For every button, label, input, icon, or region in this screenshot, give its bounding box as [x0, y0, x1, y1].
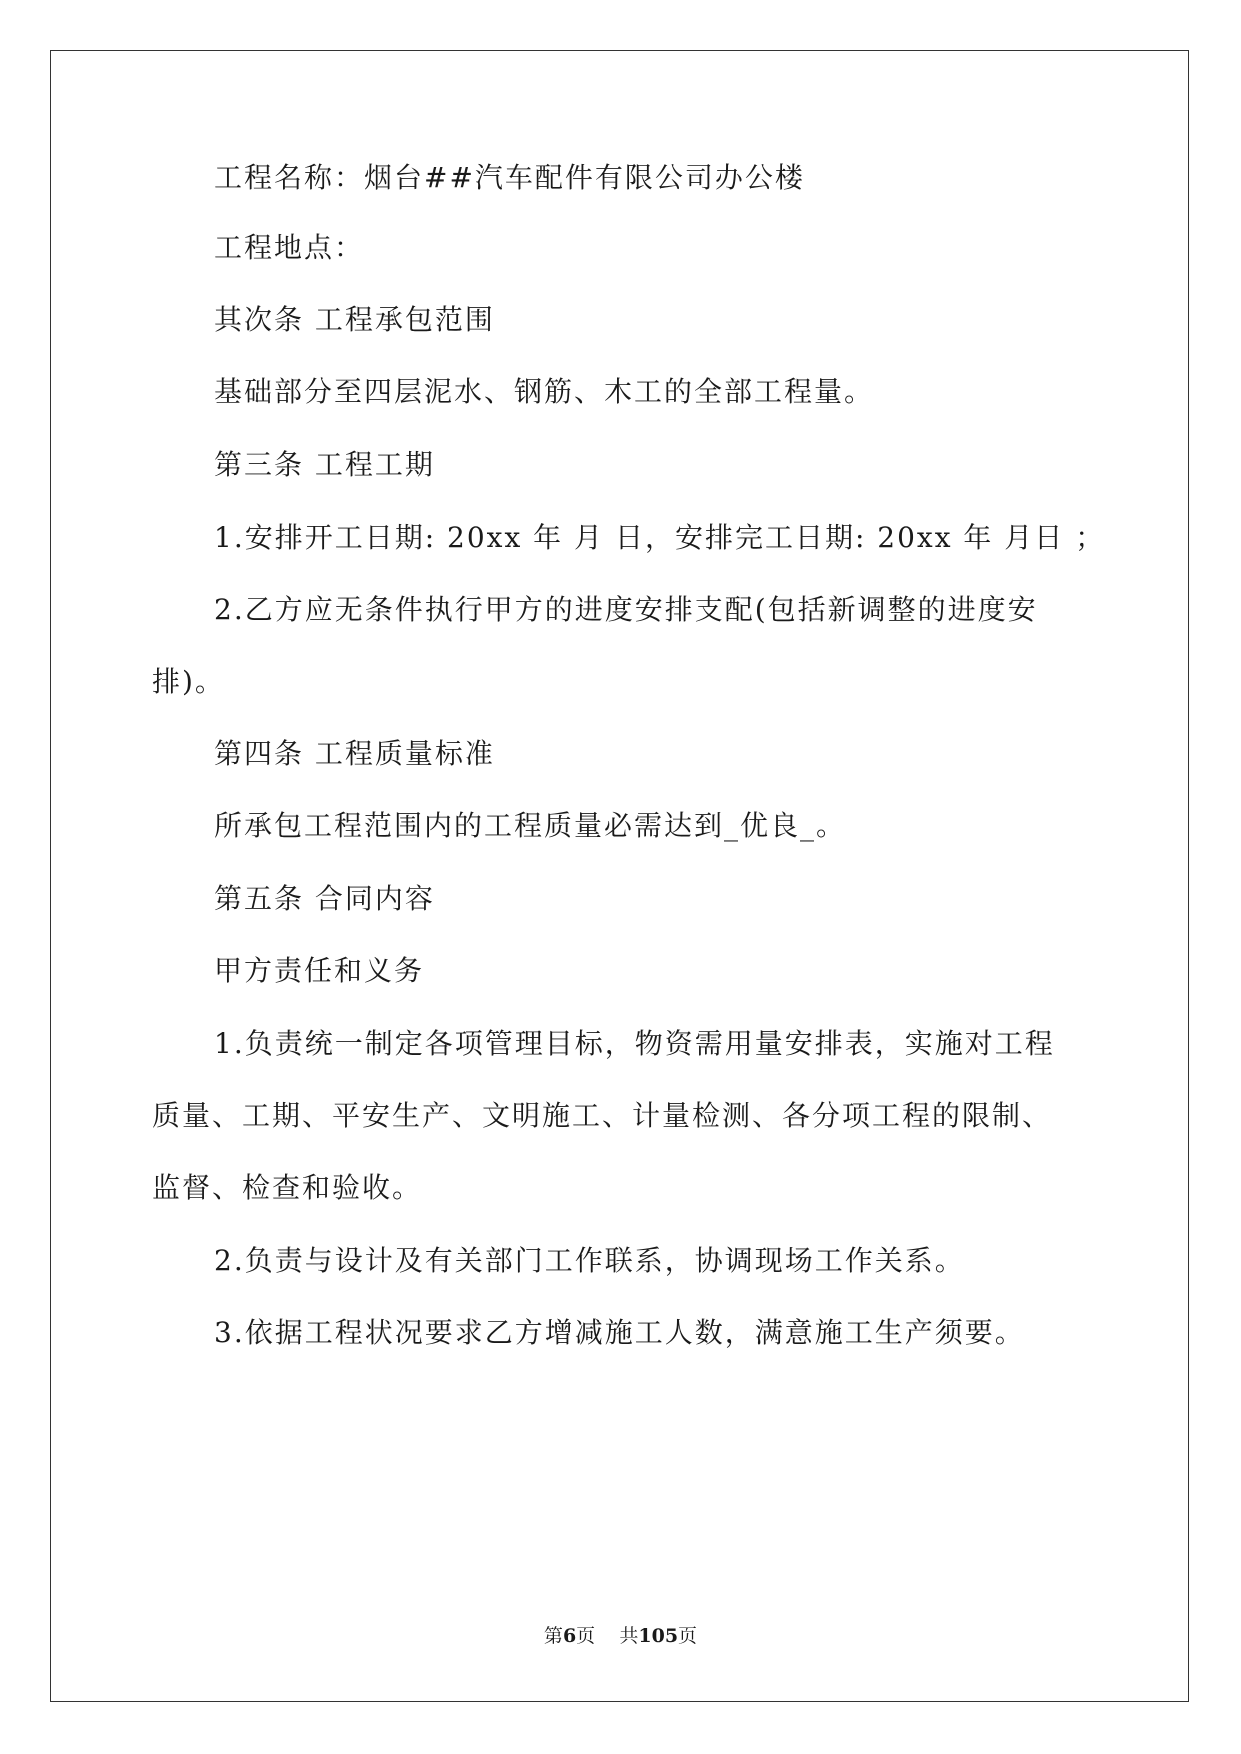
party-a-item-2: 2.负责与设计及有关部门工作联系，协调现场工作关系。: [214, 1244, 965, 1277]
party-a-item-3: 3.依据工程状况要求乙方增减施工人数，满意施工生产须要。: [214, 1316, 1025, 1349]
total-page-count: 105: [638, 1625, 679, 1647]
party-a-item-1-cont-2: 监督、检查和验收。: [152, 1171, 423, 1204]
clause-2-heading: 其次条 工程承包范围: [214, 303, 495, 336]
footer-page-suffix: 页: [576, 1625, 596, 1647]
clause-4-heading: 第四条 工程质量标准: [214, 737, 495, 770]
party-a-duties-heading: 甲方责任和义务: [214, 954, 425, 987]
clause-3-heading: 第三条 工程工期: [214, 448, 435, 481]
project-location-line: 工程地点：: [214, 231, 365, 264]
current-page-number: 6: [562, 1625, 577, 1647]
footer-total-prefix: 共: [619, 1625, 639, 1647]
clause-5-heading: 第五条 合同内容: [214, 882, 435, 915]
clause-3-item-2-cont: 排)。: [152, 665, 225, 698]
page-footer: [0, 1624, 1241, 1648]
clause-4-text: 所承包工程范围内的工程质量必需达到_优良_。: [214, 809, 847, 842]
page-border: [50, 50, 1189, 1702]
clause-2-text: 基础部分至四层泥水、钢筋、木工的全部工程量。: [214, 375, 875, 408]
party-a-item-1: 1.负责统一制定各项管理目标，物资需用量安排表，实施对工程: [214, 1027, 1055, 1060]
party-a-item-1-cont-1: 质量、工期、平安生产、文明施工、计量检测、各分项工程的限制、: [152, 1099, 1053, 1132]
footer-prefix: 第: [543, 1625, 563, 1647]
footer-total-suffix: 页: [678, 1625, 698, 1647]
clause-3-item-1: 1.安排开工日期: 20xx 年 月 日，安排完工日期: 20xx 年 月日 ；: [214, 521, 1106, 554]
clause-3-item-2: 2.乙方应无条件执行甲方的进度安排支配(包括新调整的进度安: [214, 593, 1038, 626]
project-name-line: 工程名称：烟台##汽车配件有限公司办公楼: [214, 161, 805, 194]
